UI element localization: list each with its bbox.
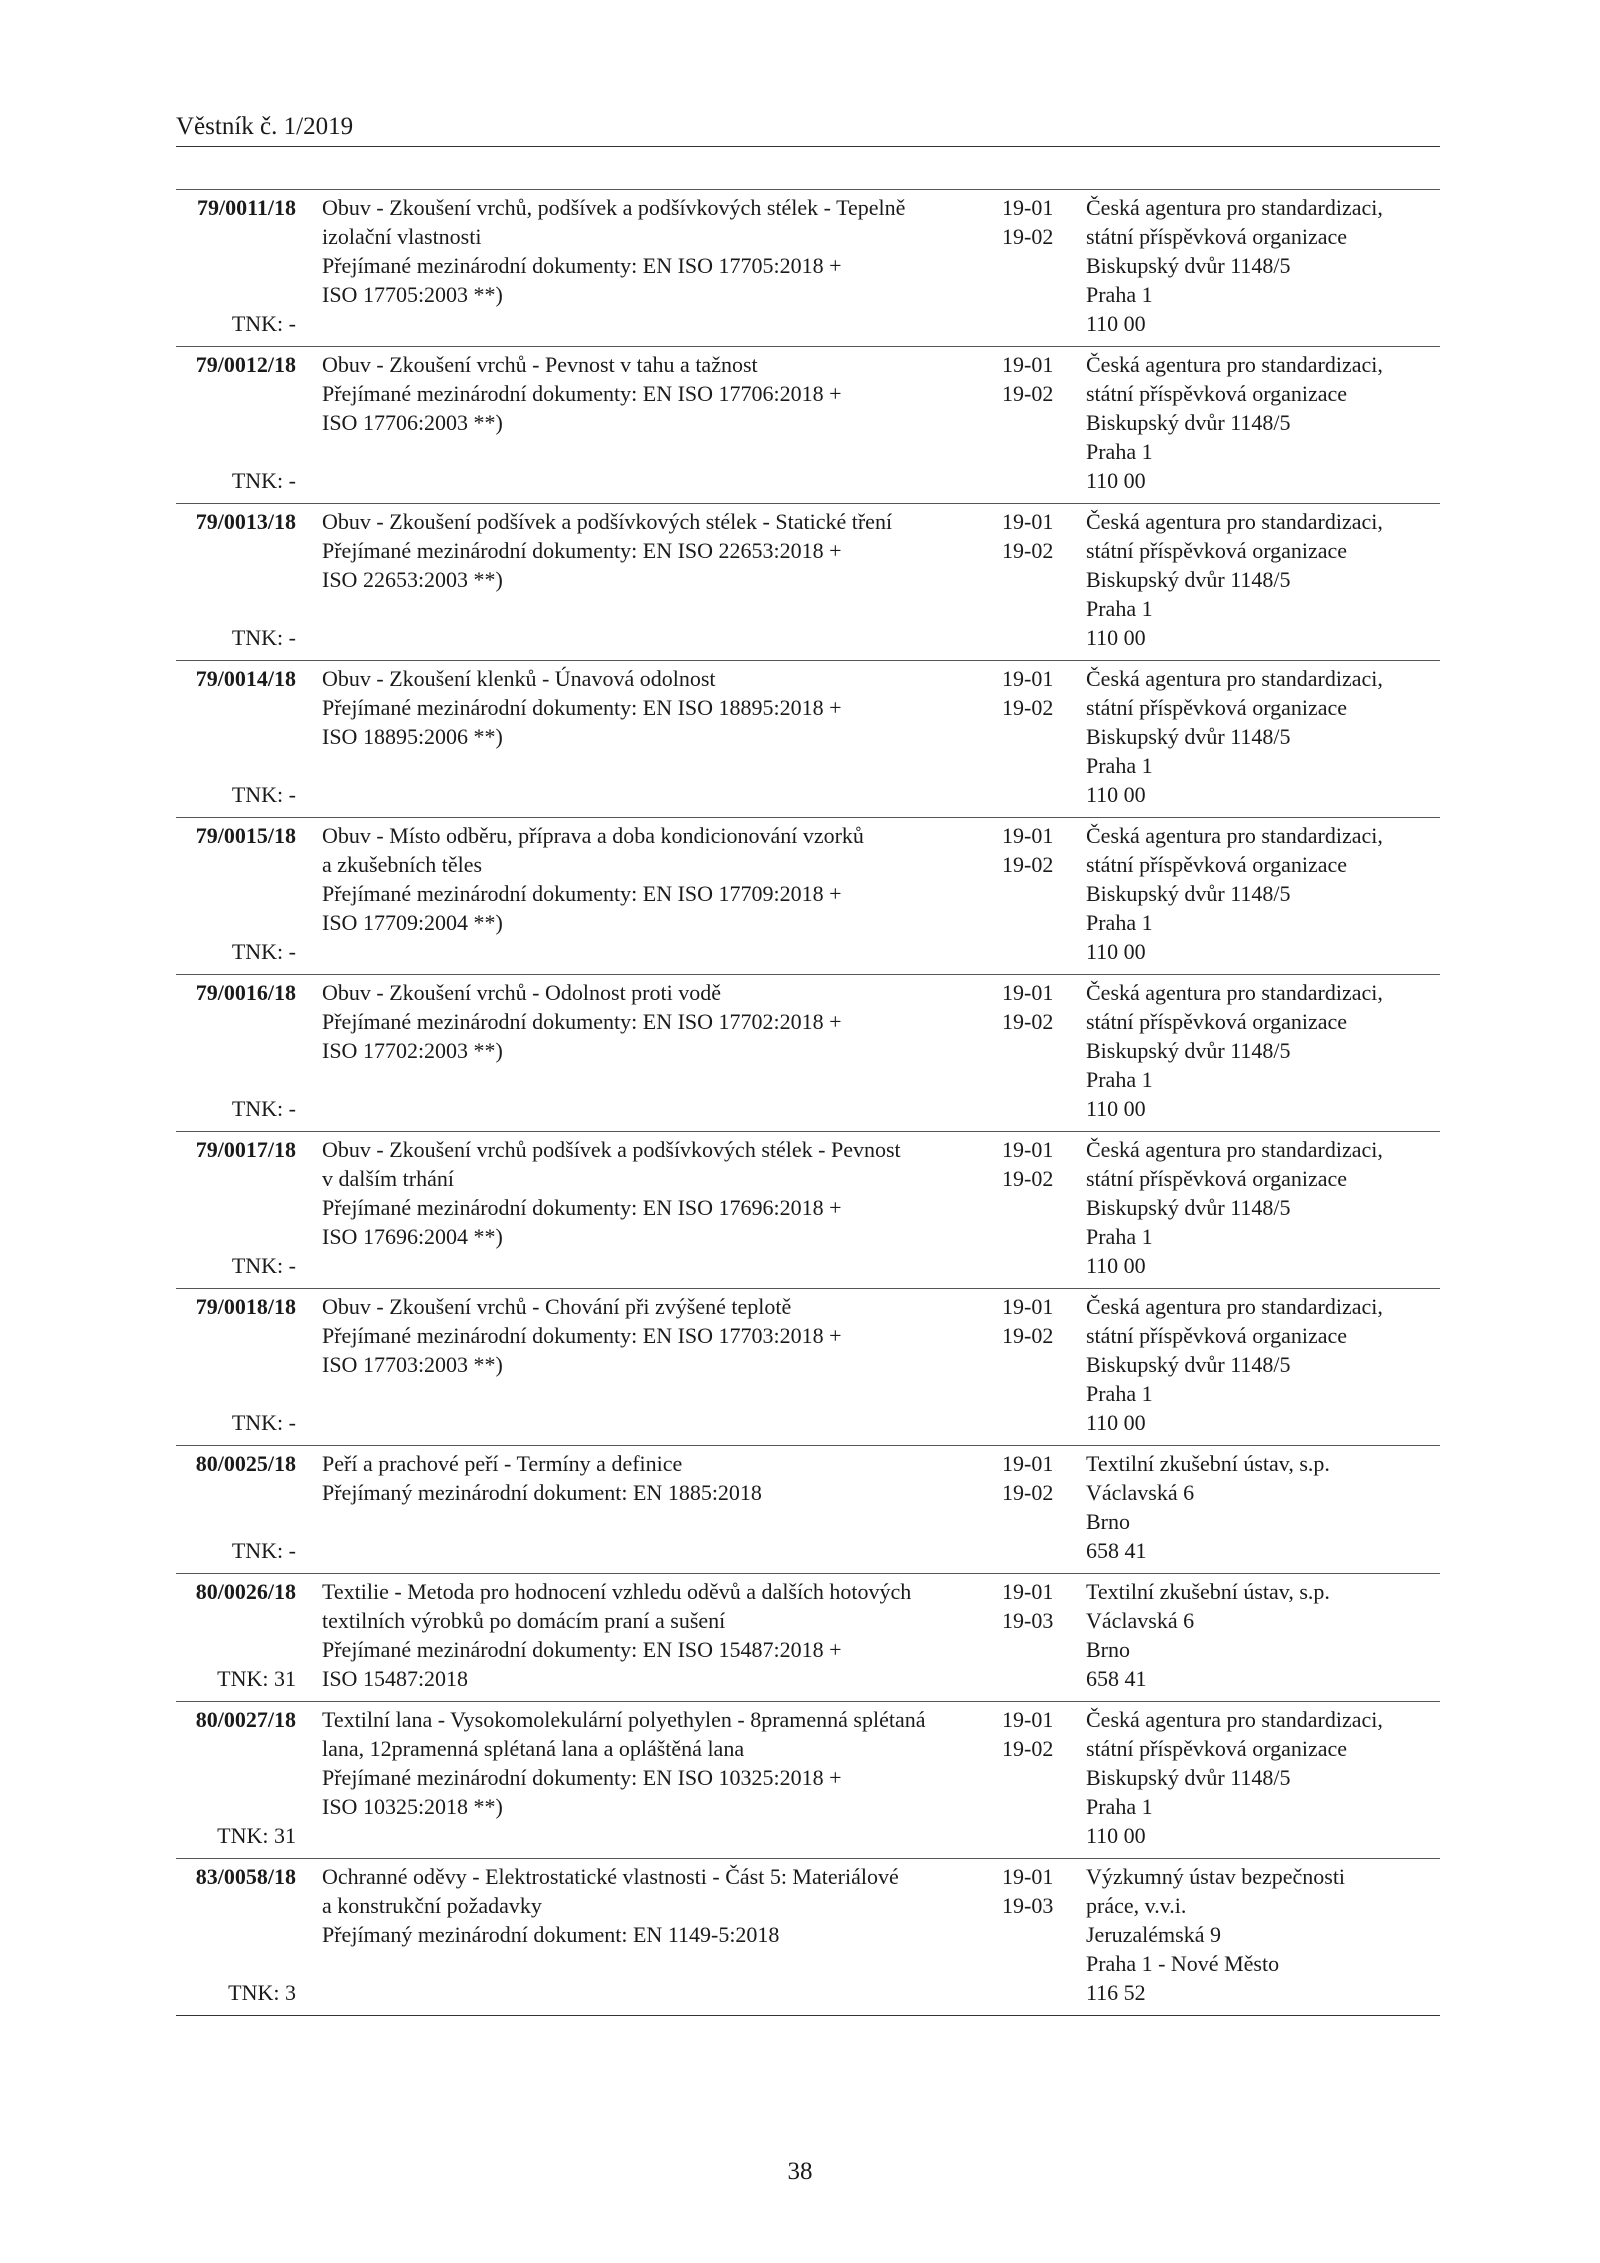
organization-line: Václavská 6	[1086, 1608, 1195, 1633]
description-line: ISO 10325:2018 **)	[322, 1794, 503, 1819]
organization-line: státní příspěvková organizace	[1086, 538, 1348, 563]
dates-cell	[1002, 1135, 1072, 1193]
organization-line: Česká agentura pro standardizaci,	[1086, 980, 1383, 1005]
description-line: ISO 18895:2006 **)	[322, 724, 503, 749]
description-line: ISO 17705:2003 **)	[322, 282, 503, 307]
entry-id-cell	[176, 821, 296, 966]
organization-line: státní příspěvková organizace	[1086, 224, 1348, 249]
organization-line: Biskupský dvůr 1148/5	[1086, 410, 1291, 435]
organization-line: Česká agentura pro standardizaci,	[1086, 509, 1383, 534]
dates-cell	[1002, 1292, 1072, 1350]
organization-line: Česká agentura pro standardizaci,	[1086, 1137, 1383, 1162]
date-line: 19-02	[1002, 1323, 1054, 1348]
organization-line: Biskupský dvůr 1148/5	[1086, 724, 1291, 749]
organization-line: Praha 1	[1086, 1381, 1153, 1406]
bulletin-title: Věstník č. 1/2019	[176, 113, 354, 140]
tnk-label: TNK: -	[231, 1538, 296, 1563]
tnk-label: TNK: 31	[217, 1823, 296, 1848]
dates-cell	[1002, 350, 1072, 408]
table-row	[176, 975, 1440, 1132]
entry-id-cell	[176, 193, 296, 338]
description-cell	[322, 1577, 972, 1693]
description-line: izolační vlastnosti	[322, 224, 482, 249]
organization-cell	[1086, 1449, 1446, 1565]
description-line: Přejímané mezinárodní dokumenty: EN ISO 17705:2018 +	[322, 253, 842, 278]
description-cell	[322, 1705, 972, 1821]
organization-line: 110 00	[1086, 311, 1146, 336]
organization-line: Biskupský dvůr 1148/5	[1086, 1765, 1291, 1790]
organization-cell	[1086, 1292, 1446, 1437]
tnk-label: TNK: -	[231, 1253, 296, 1278]
organization-line: Praha 1	[1086, 439, 1153, 464]
description-line: a zkušebních těles	[322, 852, 483, 877]
standards-table	[176, 189, 1440, 2016]
dates-cell	[1002, 821, 1072, 879]
entry-id-cell	[176, 1577, 296, 1693]
organization-line: Biskupský dvůr 1148/5	[1086, 1038, 1291, 1063]
organization-line: státní příspěvková organizace	[1086, 1323, 1348, 1348]
organization-line: 110 00	[1086, 782, 1146, 807]
organization-line: Václavská 6	[1086, 1480, 1195, 1505]
description-line: Přejímaný mezinárodní dokument: EN 1885:2018	[322, 1480, 762, 1505]
organization-line: Biskupský dvůr 1148/5	[1086, 1352, 1291, 1377]
standard-code: 79/0016/18	[195, 980, 296, 1005]
page-header	[176, 112, 1440, 147]
description-line: ISO 17703:2003 **)	[322, 1352, 503, 1377]
description-line: Obuv - Zkoušení vrchů - Pevnost v tahu a tažnost	[322, 352, 758, 377]
entry-id-cell	[176, 350, 296, 495]
standard-code: 80/0026/18	[195, 1579, 296, 1604]
organization-line: Česká agentura pro standardizaci,	[1086, 666, 1383, 691]
date-line: 19-01	[1002, 352, 1054, 377]
organization-line: státní příspěvková organizace	[1086, 1736, 1348, 1761]
organization-line: státní příspěvková organizace	[1086, 695, 1348, 720]
entry-id-cell	[176, 1449, 296, 1565]
organization-cell	[1086, 193, 1446, 338]
description-cell	[322, 350, 972, 437]
table-row	[176, 1132, 1440, 1289]
organization-line: státní příspěvková organizace	[1086, 1009, 1348, 1034]
standard-code: 80/0025/18	[195, 1451, 296, 1476]
date-line: 19-02	[1002, 224, 1054, 249]
organization-line: 110 00	[1086, 468, 1146, 493]
tnk-label: TNK: -	[231, 939, 296, 964]
table-row	[176, 1574, 1440, 1702]
date-line: 19-01	[1002, 666, 1054, 691]
organization-line: Textilní zkušební ústav, s.p.	[1086, 1451, 1330, 1476]
organization-line: Biskupský dvůr 1148/5	[1086, 881, 1291, 906]
date-line: 19-03	[1002, 1893, 1054, 1918]
description-line: Přejímané mezinárodní dokumenty: EN ISO 17706:2018 +	[322, 381, 842, 406]
organization-line: 110 00	[1086, 1096, 1146, 1121]
date-line: 19-02	[1002, 1009, 1054, 1034]
description-line: Textilie - Metoda pro hodnocení vzhledu oděvů a dalších hotových	[322, 1579, 912, 1604]
date-line: 19-02	[1002, 852, 1054, 877]
description-line: Přejímané mezinárodní dokumenty: EN ISO 17703:2018 +	[322, 1323, 842, 1348]
description-cell	[322, 664, 972, 751]
date-line: 19-01	[1002, 823, 1054, 848]
description-line: ISO 22653:2003 **)	[322, 567, 503, 592]
description-line: Přejímané mezinárodní dokumenty: EN ISO 10325:2018 +	[322, 1765, 842, 1790]
standard-code: 83/0058/18	[195, 1864, 296, 1889]
organization-line: Praha 1	[1086, 753, 1153, 778]
organization-line: Praha 1	[1086, 596, 1153, 621]
description-line: Obuv - Zkoušení klenků - Únavová odolnost	[322, 666, 716, 691]
organization-cell	[1086, 507, 1446, 652]
organization-cell	[1086, 821, 1446, 966]
date-line: 19-01	[1002, 195, 1054, 220]
date-line: 19-02	[1002, 538, 1054, 563]
entry-id-cell	[176, 978, 296, 1123]
table-row	[176, 818, 1440, 975]
organization-line: Česká agentura pro standardizaci,	[1086, 1707, 1383, 1732]
organization-cell	[1086, 978, 1446, 1123]
date-line: 19-03	[1002, 1608, 1054, 1633]
description-cell	[322, 1292, 972, 1379]
date-line: 19-01	[1002, 1579, 1054, 1604]
organization-line: Praha 1	[1086, 1067, 1153, 1092]
description-line: Obuv - Zkoušení vrchů, podšívek a podšívkových stélek - Tepelně	[322, 195, 906, 220]
description-line: Peří a prachové peří - Termíny a definice	[322, 1451, 683, 1476]
organization-line: Praha 1	[1086, 1224, 1153, 1249]
description-line: Přejímané mezinárodní dokumenty: EN ISO 17696:2018 +	[322, 1195, 842, 1220]
entry-id-cell	[176, 1135, 296, 1280]
description-line: Přejímané mezinárodní dokumenty: EN ISO 18895:2018 +	[322, 695, 842, 720]
dates-cell	[1002, 978, 1072, 1036]
description-line: Obuv - Zkoušení vrchů - Chování při zvýšené teplotě	[322, 1294, 792, 1319]
date-line: 19-01	[1002, 1137, 1054, 1162]
description-line: Obuv - Zkoušení vrchů podšívek a podšívkových stélek - Pevnost	[322, 1137, 901, 1162]
organization-line: Praha 1	[1086, 910, 1153, 935]
description-line: Přejímaný mezinárodní dokument: EN 1149-5:2018	[322, 1922, 780, 1947]
organization-line: 110 00	[1086, 1410, 1146, 1435]
date-line: 19-01	[1002, 1707, 1054, 1732]
date-line: 19-01	[1002, 1451, 1054, 1476]
description-line: ISO 17709:2004 **)	[322, 910, 503, 935]
organization-line: Česká agentura pro standardizaci,	[1086, 195, 1383, 220]
organization-cell	[1086, 1135, 1446, 1280]
organization-line: Česká agentura pro standardizaci,	[1086, 1294, 1383, 1319]
description-cell	[322, 821, 972, 937]
standard-code: 79/0013/18	[195, 509, 296, 534]
entry-id-cell	[176, 664, 296, 809]
tnk-label: TNK: -	[231, 1096, 296, 1121]
description-line: Přejímané mezinárodní dokumenty: EN ISO 17702:2018 +	[322, 1009, 842, 1034]
dates-cell	[1002, 664, 1072, 722]
description-line: Přejímané mezinárodní dokumenty: EN ISO 22653:2018 +	[322, 538, 842, 563]
standard-code: 79/0014/18	[195, 666, 296, 691]
organization-line: Česká agentura pro standardizaci,	[1086, 823, 1383, 848]
date-line: 19-02	[1002, 381, 1054, 406]
table-row	[176, 661, 1440, 818]
description-line: Textilní lana - Vysokomolekulární polyethylen - 8pramenná splétaná	[322, 1707, 926, 1732]
description-line: Přejímané mezinárodní dokumenty: EN ISO 15487:2018 +	[322, 1637, 842, 1662]
organization-line: Brno	[1086, 1509, 1130, 1534]
date-line: 19-01	[1002, 980, 1054, 1005]
entry-id-cell	[176, 507, 296, 652]
description-line: ISO 17696:2004 **)	[322, 1224, 503, 1249]
organization-line: 110 00	[1086, 1253, 1146, 1278]
date-line: 19-01	[1002, 509, 1054, 534]
entry-id-cell	[176, 1705, 296, 1850]
description-line: Obuv - Místo odběru, příprava a doba kondicionování vzorků	[322, 823, 864, 848]
date-line: 19-02	[1002, 1736, 1054, 1761]
date-line: 19-02	[1002, 1166, 1054, 1191]
organization-line: práce, v.v.i.	[1086, 1893, 1187, 1918]
organization-line: Česká agentura pro standardizaci,	[1086, 352, 1383, 377]
organization-line: Biskupský dvůr 1148/5	[1086, 253, 1291, 278]
standard-code: 79/0012/18	[195, 352, 296, 377]
organization-line: Biskupský dvůr 1148/5	[1086, 1195, 1291, 1220]
table-row	[176, 1289, 1440, 1446]
organization-line: Praha 1	[1086, 282, 1153, 307]
date-line: 19-02	[1002, 1480, 1054, 1505]
description-line: lana, 12pramenná splétaná lana a opláštěná lana	[322, 1736, 745, 1761]
organization-line: Praha 1	[1086, 1794, 1153, 1819]
table-row	[176, 190, 1440, 347]
description-line: Obuv - Zkoušení podšívek a podšívkových stélek - Statické tření	[322, 509, 893, 534]
organization-line: 110 00	[1086, 939, 1146, 964]
organization-line: Jeruzalémská 9	[1086, 1922, 1221, 1947]
organization-line: 658 41	[1086, 1538, 1147, 1563]
organization-cell	[1086, 350, 1446, 495]
tnk-label: TNK: 3	[228, 1980, 296, 2005]
table-row	[176, 1859, 1440, 2015]
description-line: Obuv - Zkoušení vrchů - Odolnost proti vodě	[322, 980, 721, 1005]
organization-line: Praha 1 - Nové Město	[1086, 1951, 1280, 1976]
date-line: 19-01	[1002, 1864, 1054, 1889]
organization-line: 116 52	[1086, 1980, 1146, 2005]
description-cell	[322, 978, 972, 1065]
organization-line: 110 00	[1086, 1823, 1146, 1848]
organization-line: státní příspěvková organizace	[1086, 1166, 1348, 1191]
table-row	[176, 1702, 1440, 1859]
tnk-label: TNK: -	[231, 625, 296, 650]
description-cell	[322, 1135, 972, 1251]
dates-cell	[1002, 1577, 1072, 1635]
description-line: textilních výrobků po domácím praní a sušení	[322, 1608, 726, 1633]
description-line: ISO 17702:2003 **)	[322, 1038, 503, 1063]
organization-line: Výzkumný ústav bezpečnosti	[1086, 1864, 1346, 1889]
organization-line: 658 41	[1086, 1666, 1147, 1691]
organization-line: Textilní zkušební ústav, s.p.	[1086, 1579, 1330, 1604]
organization-line: státní příspěvková organizace	[1086, 852, 1348, 877]
table-row	[176, 347, 1440, 504]
dates-cell	[1002, 507, 1072, 565]
description-line: a konstrukční požadavky	[322, 1893, 542, 1918]
date-line: 19-02	[1002, 695, 1054, 720]
organization-line: 110 00	[1086, 625, 1146, 650]
tnk-label: TNK: -	[231, 311, 296, 336]
standard-code: 79/0018/18	[195, 1294, 296, 1319]
entry-id-cell	[176, 1292, 296, 1437]
organization-cell	[1086, 1577, 1446, 1693]
organization-cell	[1086, 1862, 1446, 2007]
standard-code: 80/0027/18	[195, 1707, 296, 1732]
standard-code: 79/0015/18	[195, 823, 296, 848]
organization-cell	[1086, 1705, 1446, 1850]
dates-cell	[1002, 1705, 1072, 1763]
description-line: ISO 15487:2018	[322, 1666, 469, 1691]
organization-line: Biskupský dvůr 1148/5	[1086, 567, 1291, 592]
dates-cell	[1002, 1449, 1072, 1507]
description-line: v dalším trhání	[322, 1166, 454, 1191]
tnk-label: TNK: -	[231, 1410, 296, 1435]
standard-code: 79/0011/18	[196, 195, 296, 220]
description-line: ISO 17706:2003 **)	[322, 410, 503, 435]
entry-id-cell	[176, 1862, 296, 2007]
standard-code: 79/0017/18	[195, 1137, 296, 1162]
page-number: 38	[787, 2158, 813, 2185]
tnk-label: TNK: -	[231, 782, 296, 807]
description-cell	[322, 1862, 972, 1949]
tnk-label: TNK: 31	[217, 1666, 296, 1691]
date-line: 19-01	[1002, 1294, 1054, 1319]
dates-cell	[1002, 193, 1072, 251]
organization-line: státní příspěvková organizace	[1086, 381, 1348, 406]
description-cell	[322, 507, 972, 594]
description-cell	[322, 193, 972, 309]
organization-line: Brno	[1086, 1637, 1130, 1662]
description-cell	[322, 1449, 972, 1507]
table-row	[176, 504, 1440, 661]
organization-cell	[1086, 664, 1446, 809]
description-line: Přejímané mezinárodní dokumenty: EN ISO 17709:2018 +	[322, 881, 842, 906]
tnk-label: TNK: -	[231, 468, 296, 493]
description-line: Ochranné oděvy - Elektrostatické vlastnosti - Část 5: Materiálové	[322, 1864, 899, 1889]
table-row	[176, 1446, 1440, 1574]
dates-cell	[1002, 1862, 1072, 1920]
